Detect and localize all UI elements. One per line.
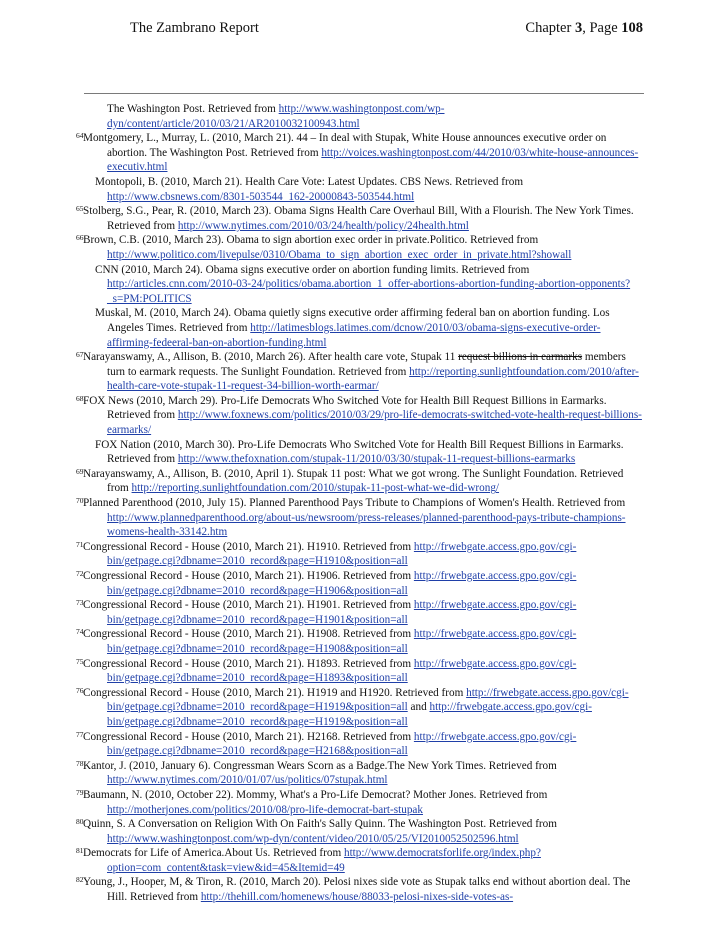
citation-link[interactable]: http://frwebgate.access.gpo.gov/cgi-bin/getpage.cgi?dbname=2010_record&page=H1908&position=all <box>107 628 577 655</box>
citation-link[interactable]: http://www.cbsnews.com/8301-503544_162-20000843-503544.html <box>107 190 415 203</box>
page-header <box>130 20 643 40</box>
chapter-page-label <box>525 20 643 37</box>
citation-text: Kantor, J. (2010, January 6). Congressman Wears Scorn as a Badge.The New York Times. Retrieved from <box>83 759 557 772</box>
citation-text: members turn to earmark requests. The Sunlight Foundation. Retrieved from <box>107 351 626 378</box>
citation-link[interactable]: http://reporting.sunlightfoundation.com/2010/after-health-care-vote-stupak-11-request-34-billion-worth-earmar/ <box>107 365 639 393</box>
struck-text: request billions in earmarks <box>458 351 583 364</box>
citation-text: Congressional Record - House (2010, March 21). H1901. Retrieved from <box>83 599 414 612</box>
header-divider <box>84 93 644 94</box>
footnote-entry <box>83 306 645 350</box>
citation-text: Democrats for Life of America.About Us. Retrieved from <box>83 847 344 860</box>
citation-text: FOX Nation (2010, March 30). Pro-Life Democrats Who Switched Vote for Health Bill Request Billions in Earmarks. Retrieved from <box>95 438 624 466</box>
citation-text: Narayanswamy, A., Allison, B. (2010, March 26). After health care vote, Stupak 11 <box>83 351 459 364</box>
citation-link[interactable]: http://voices.washingtonpost.com/44/2010/03/white-house-announces-executiv.html <box>107 146 639 174</box>
page-prefix: , Page <box>582 20 622 36</box>
chapter-prefix: Chapter <box>525 20 575 36</box>
citation-text: Congressional Record - House (2010, March 21). H2168. Retrieved from <box>83 730 414 743</box>
footnote-number: 79 <box>76 787 84 797</box>
footnote-entry <box>76 685 645 730</box>
citation-link[interactable]: http://www.politico.com/livepulse/0310/Obama_to_sign_abortion_exec_order_in_private.html?showall <box>107 248 572 261</box>
citation-text: Congressional Record - House (2010, March 21). H1910. Retrieved from <box>83 540 414 553</box>
footnote-entry <box>76 787 645 817</box>
footnote-entry <box>83 175 645 204</box>
footnote-entry <box>76 729 645 759</box>
footnote-entry <box>76 598 645 627</box>
citation-link[interactable]: http://www.washingtonpost.com/wp-dyn/content/video/2010/05/25/VI2010052502596.html <box>107 832 519 845</box>
citation-text: Planned Parenthood (2010, July 15). Planned Parenthood Pays Tribute to Champions of Women's Health. Retrieved from <box>83 497 626 510</box>
footnote-number: 82 <box>76 875 84 885</box>
citation-link[interactable]: http://thehill.com/homenews/house/88033-pelosi-nixes-side-votes-as- <box>200 891 514 904</box>
citation-text: Muskal, M. (2010, March 24). Obama quietly signs executive order affirming federal ban on abortion funding. Los Angeles Times. Retrieved from <box>95 307 610 334</box>
chapter-number: 3 <box>574 20 583 36</box>
citation-text: Congressional Record - House (2010, March 21). H1906. Retrieved from <box>83 570 414 582</box>
citation-text: FOX News (2010, March 29). Pro-Life Democrats Who Switched Vote for Health Bill Request Billions in Earmarks. Retrieved from <box>83 394 607 422</box>
citation-text: and <box>407 701 430 714</box>
footnote-entry <box>76 627 645 656</box>
footnote-entry <box>76 233 645 262</box>
report-title: The Zambrano Report <box>130 20 259 36</box>
citation-text: Congressional Record - House (2010, March 21). H1893. Retrieved from <box>83 657 414 670</box>
footnote-entry <box>76 758 645 788</box>
footnote-number: 74 <box>76 627 84 637</box>
footnote-number: 73 <box>76 598 84 608</box>
citation-link[interactable]: http://articles.cnn.com/2010-03-24/politics/obama.abortion_1_offer-abortions-abortion-funding-abortion-opponents?_s=PM:POLITICS <box>107 278 631 305</box>
footnote-entry <box>83 263 645 307</box>
footnote-entry <box>76 817 645 846</box>
citation-link[interactable]: http://www.washingtonpost.com/wp-dyn/content/article/2010/03/21/AR2010032100943.html <box>107 103 445 130</box>
footnote-number: 70 <box>76 496 84 506</box>
footnote-entry <box>76 131 645 175</box>
footnote-entry <box>83 102 645 131</box>
citation-link[interactable]: http://frwebgate.access.gpo.gov/cgi-bin/getpage.cgi?dbname=2010_record&page=H1919&position=all <box>107 701 592 728</box>
citation-link[interactable]: http://www.thefoxnation.com/stupak-11/2010/03/30/stupak-11-request-billions-earmarks <box>177 453 576 466</box>
footnote-entry <box>76 466 645 496</box>
footnote-entry <box>76 846 645 875</box>
page-number: 108 <box>621 20 643 36</box>
footnote-entry <box>76 350 645 394</box>
citation-link[interactable]: http://frwebgate.access.gpo.gov/cgi-bin/getpage.cgi?dbname=2010_record&page=H1910&position=all <box>107 540 577 568</box>
footnote-entry <box>76 875 645 904</box>
footnote-entry <box>76 393 645 438</box>
citation-text: Quinn, S. A Conversation on Religion With On Faith's Sally Quinn. The Washington Post. Retrieved from <box>83 818 557 831</box>
footnote-number: 75 <box>76 656 84 666</box>
citation-text: Congressional Record - House (2010, March 21). H1908. Retrieved from <box>83 628 414 641</box>
footnote-entry <box>76 656 645 686</box>
footnote-number: 76 <box>76 685 84 695</box>
citation-link[interactable]: http://reporting.sunlightfoundation.com/2010/stupak-11-post-what-we-did-wrong/ <box>131 482 500 495</box>
footnote-entry <box>76 204 645 233</box>
footnote-number: 78 <box>76 758 84 768</box>
citation-link[interactable]: http://www.nytimes.com/2010/03/24/health/policy/24health.html <box>177 219 469 232</box>
citation-text: Brown, C.B. (2010, March 23). Obama to sign abortion exec order in private.Politico. Retrieved from <box>83 234 539 247</box>
footnote-entry <box>83 438 645 467</box>
footnote-number: 81 <box>76 846 84 856</box>
footnote-entry <box>76 539 645 569</box>
citation-text: Congressional Record - House (2010, March 21). H1919 and H1920. Retrieved from <box>83 686 467 699</box>
citation-link[interactable]: http://frwebgate.access.gpo.gov/cgi-bin/getpage.cgi?dbname=2010_record&page=H1919&position=all <box>107 686 629 714</box>
footnotes-list <box>76 102 645 905</box>
footnote-entry <box>76 569 645 598</box>
citation-link[interactable]: http://www.democratsforlife.org/index.php?option=com_content&task=view&id=45&Itemid=49 <box>107 847 541 874</box>
footnote-number: 68 <box>76 393 84 403</box>
citation-link[interactable]: http://www.plannedparenthood.org/about-us/newsroom/press-releases/planned-parenthood-pays-tribute-champions-womens-health-33142.htm <box>107 511 626 539</box>
citation-text: Montgomery, L., Murray, L. (2010, March 21). 44 – In deal with Stupak, White House announces executive order on abortion. The Washington Post. Retrieved from <box>83 132 607 159</box>
footnote-number: 64 <box>76 131 84 141</box>
footnote-number: 65 <box>76 204 84 214</box>
footnote-number: 80 <box>76 817 84 827</box>
citation-link[interactable]: http://motherjones.com/politics/2010/08/pro-life-democrat-bart-stupak <box>107 803 423 816</box>
footnote-number: 66 <box>76 233 84 243</box>
footnote-entry <box>76 496 645 540</box>
citation-link[interactable]: http://frwebgate.access.gpo.gov/cgi-bin/getpage.cgi?dbname=2010_record&page=H1893&position=all <box>107 657 577 685</box>
footnote-number: 69 <box>76 466 84 476</box>
citation-link[interactable]: http://www.nytimes.com/2010/01/07/us/politics/07stupak.html <box>107 774 388 787</box>
citation-link[interactable]: http://frwebgate.access.gpo.gov/cgi-bin/getpage.cgi?dbname=2010_record&page=H1906&position=all <box>107 570 577 597</box>
citation-text: Montopoli, B. (2010, March 21). Health Care Vote: Latest Updates. CBS News. Retrieved from <box>95 175 524 188</box>
citation-text: Young, J., Hooper, M, & Tiron, R. (2010, March 20). Pelosi nixes side vote as Stupak talks end without abortion deal. The Hill. Retrieved from <box>83 876 631 904</box>
citation-text: The Washington Post. Retrieved from <box>107 103 279 115</box>
footnote-number: 77 <box>76 729 84 739</box>
citation-text: Narayanswamy, A., Allison, B. (2010, April 1). Stupak 11 post: What we got wrong. The Sunlight Foundation. Retrieved from <box>83 467 624 495</box>
footnote-number: 67 <box>76 350 84 360</box>
citation-link[interactable]: http://frwebgate.access.gpo.gov/cgi-bin/getpage.cgi?dbname=2010_record&page=H2168&position=all <box>107 730 577 758</box>
citation-link[interactable]: http://frwebgate.access.gpo.gov/cgi-bin/getpage.cgi?dbname=2010_record&page=H1901&position=all <box>107 599 577 626</box>
citation-text: CNN (2010, March 24). Obama signs executive order on abortion funding limits. Retrieved from <box>95 263 530 276</box>
citation-text: Stolberg, S.G., Pear, R. (2010, March 23). Obama Signs Health Care Overhaul Bill, With a Flourish. The New York Times. Retrieved from <box>83 205 634 232</box>
footnote-number: 72 <box>76 569 84 578</box>
citation-text: Baumann, N. (2010, October 22). Mommy, What's a Pro-Life Democrat? Mother Jones. Retrieved from <box>83 788 548 801</box>
footnote-number: 71 <box>76 539 84 549</box>
citation-link[interactable]: http://www.foxnews.com/politics/2010/03/29/pro-life-democrats-switched-vote-health-request-billions-earmarks/ <box>107 409 642 437</box>
citation-link[interactable]: http://latimesblogs.latimes.com/dcnow/2010/03/obama-signs-executive-order-affirming-fedeeral-ban-on-abortion-funding.html <box>107 321 601 349</box>
